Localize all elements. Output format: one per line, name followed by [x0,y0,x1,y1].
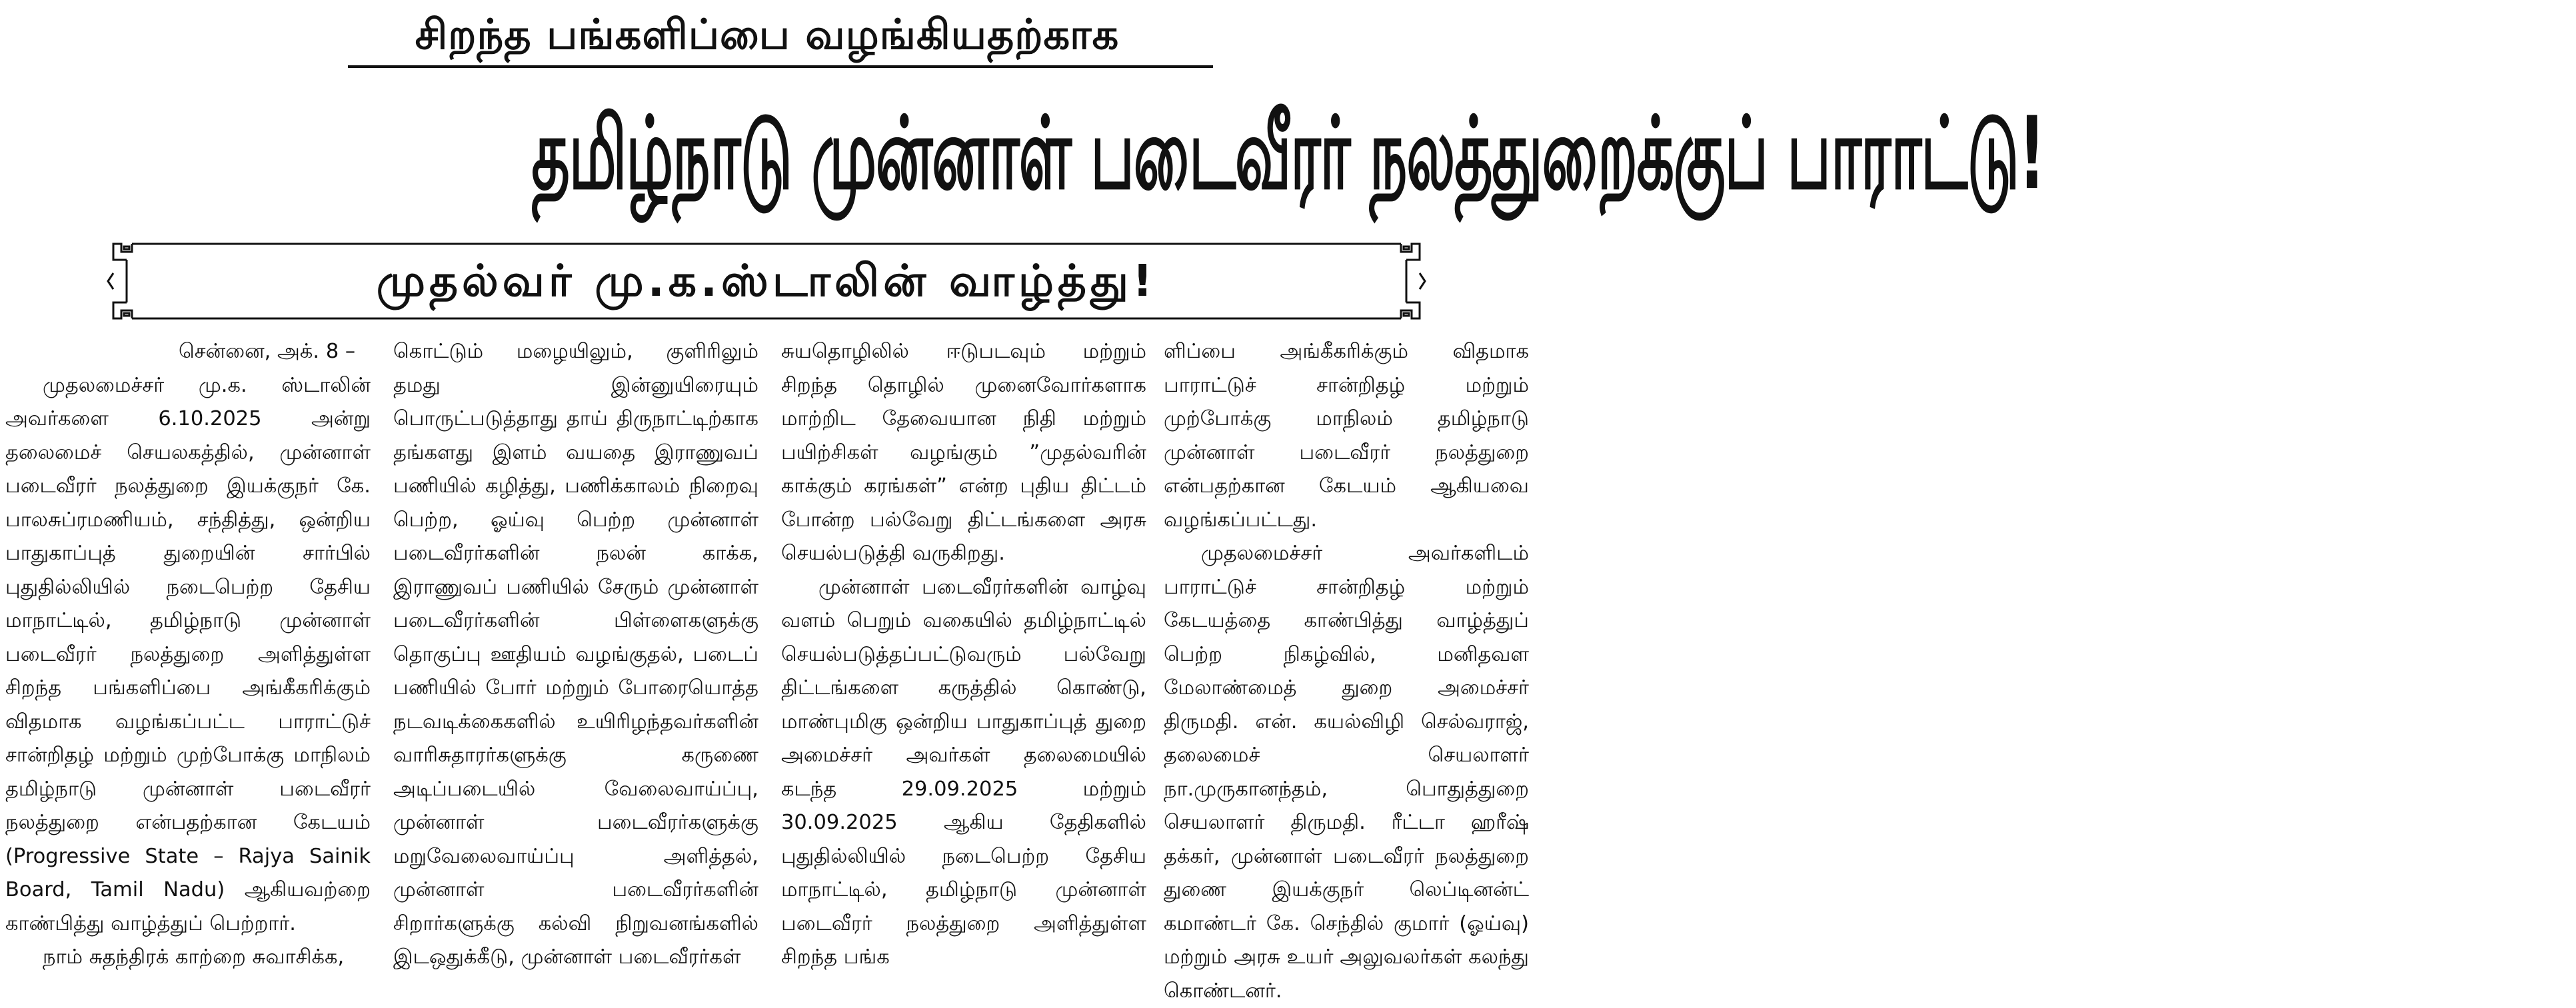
paragraph: முதலமைச்சர் அவர்களிடம் பாராட்டுச் சான்றிதழ் மற்றும் கேடயத்தை காண்பித்து வாழ்த்துப் பெற்ற நிகழ்வில், மனிதவள மேலாண்மைத் துறை அமைச்சர் திருமதி. என். கயல்விழி செல்வராஜ், தலைமைச் செயலாளர் நா.முருகானந்தம், பொதுத்துறை செயலாளர் திருமதி. ரீட்டா ஹரீஷ் தக்கர், முன்னாள் படைவீரர் நலத்துறை துணை இயக்குநர் லெப்டினன்ட் கமாண்டர் கே. செந்தில் குமார் (ஓய்வு) மற்றும் அரசு உயர் அலுவலர்கள் கலந்து கொண்டனர். [1164,542,1529,1003]
paragraph: முன்னாள் படைவீரர்களின் வாழ்வு வளம் பெறும் வகையில் தமிழ்நாட்டில் செயல்படுத்தப்பட்டுவரும் பல்வேறு திட்டங்களை கருத்தில் கொண்டு, மாண்புமிகு ஒன்றிய பாதுகாப்புத் துறை அமைச்சர் அவர்கள் தலைமையில் கடந்த 29.09.2025 மற்றும் 30.09.2025 ஆகிய தேதிகளில் புதுதில்லியில் நடைபெற்ற தேசிய மாநாட்டில், தமிழ்நாடு முன்னாள் படைவீரர் நலத்துறை அளித்துள்ள சிறந்த பங்க [781,575,1146,969]
headline: தமிழ்நாடு முன்னாள் படைவீரர் நலத்துறைக்குப் பாராட்டு! [531,96,2045,212]
paragraph: கொட்டும் மழையிலும், குளிரிலும் தமது இன்னுயிரையும் பொருட்படுத்தாது தாய் திருநாட்டிற்காக தங்களது இளம் வயதை இராணுவப் பணியில் கழித்து, பணிக்காலம் நிறைவு பெற்ற, ஓய்வு பெற்ற முன்னாள் படைவீரர்களின் நலன் காக்க, இராணுவப் பணியில் சேரும் முன்னாள் படைவீரர்களின் பிள்ளைகளுக்கு தொகுப்பு ஊதியம் வழங்குதல், படைப் பணியில் போர் மற்றும் போரையொத்த நடவடிக்கைகளில் உயிரிழந்தவர்களின் வாரிசுதாரர்களுக்கு கருணை அடிப்படையில் வேலைவாய்ப்பு, முன்னாள் படைவீரர்களுக்கு மறுவேலைவாய்ப்பு அளித்தல், முன்னாள் படைவீரர்களின் சிறார்களுக்கு கல்வி நிறுவனங்களில் இடஒதுக்கீடு, முன்னாள் படைவீரர்கள் [393,340,758,969]
kicker-underline [348,65,1213,68]
banner-box [108,240,1425,322]
banner-title: முதல்வர் மு.க.ஸ்டாலின் வாழ்த்து! [376,255,1157,306]
dateline: சென்னை, அக். 8 – [179,340,356,363]
article-column-4 [1164,335,1529,1003]
article-column-2 [393,335,758,969]
article-column-3 [781,335,1146,969]
paragraph: முதலமைச்சர் மு.க. ஸ்டாலின் அவர்களை 6.10.2025 அன்று தலைமைச் செயலகத்தில், முன்னாள் படைவீரர் நலத்துறை இயக்குநர் கே. பாலசுப்ரமணியம், சந்தித்து, ஒன்றிய பாதுகாப்புத் துறையின் சார்பில் புதுதில்லியில் நடைபெற்ற தேசிய மாநாட்டில், தமிழ்நாடு முன்னாள் படைவீரர் நலத்துறை அளித்துள்ள சிறந்த பங்களிப்பை அங்கீகரிக்கும் விதமாக வழங்கப்பட்ட பாராட்டுச் சான்றிதழ் மற்றும் முற்போக்கு மாநிலம் தமிழ்நாடு முன்னாள் படைவீரர் நலத்துறை என்பதற்கான கேடயம் (Progressive State – Rajya Sainik Board, Tamil Nadu) ஆகியவற்றை காண்பித்து வாழ்த்துப் பெற்றார். [5,373,371,935]
article-body [5,335,1529,1003]
paragraph: சுயதொழிலில் ஈடுபடவும் மற்றும் சிறந்த தொழில் முனைவோர்களாக மாற்றிட தேவையான நிதி மற்றும் பயிற்சிகள் வழங்கும் ”முதல்வரின் காக்கும் கரங்கள்” என்ற புதிய திட்டம் போன்ற பல்வேறு திட்டங்களை அரசு செயல்படுத்தி வருகிறது. [781,340,1146,565]
paragraph: நாம் சுதந்திரக் காற்றை சுவாசிக்க, [43,945,345,969]
headline-container [0,84,2045,231]
kicker-heading: சிறந்த பங்களிப்பை வழங்கியதற்காக [415,10,1120,59]
paragraph: ளிப்பை அங்கீகரிக்கும் விதமாக பாராட்டுச் சான்றிதழ் மற்றும் முற்போக்கு மாநிலம் தமிழ்நாடு முன்னாள் படைவீரர் நலத்துறை என்பதற்கான கேடயம் ஆகியவை வழங்கப்பட்டது. [1164,340,1529,532]
article-column-1 [5,335,371,969]
